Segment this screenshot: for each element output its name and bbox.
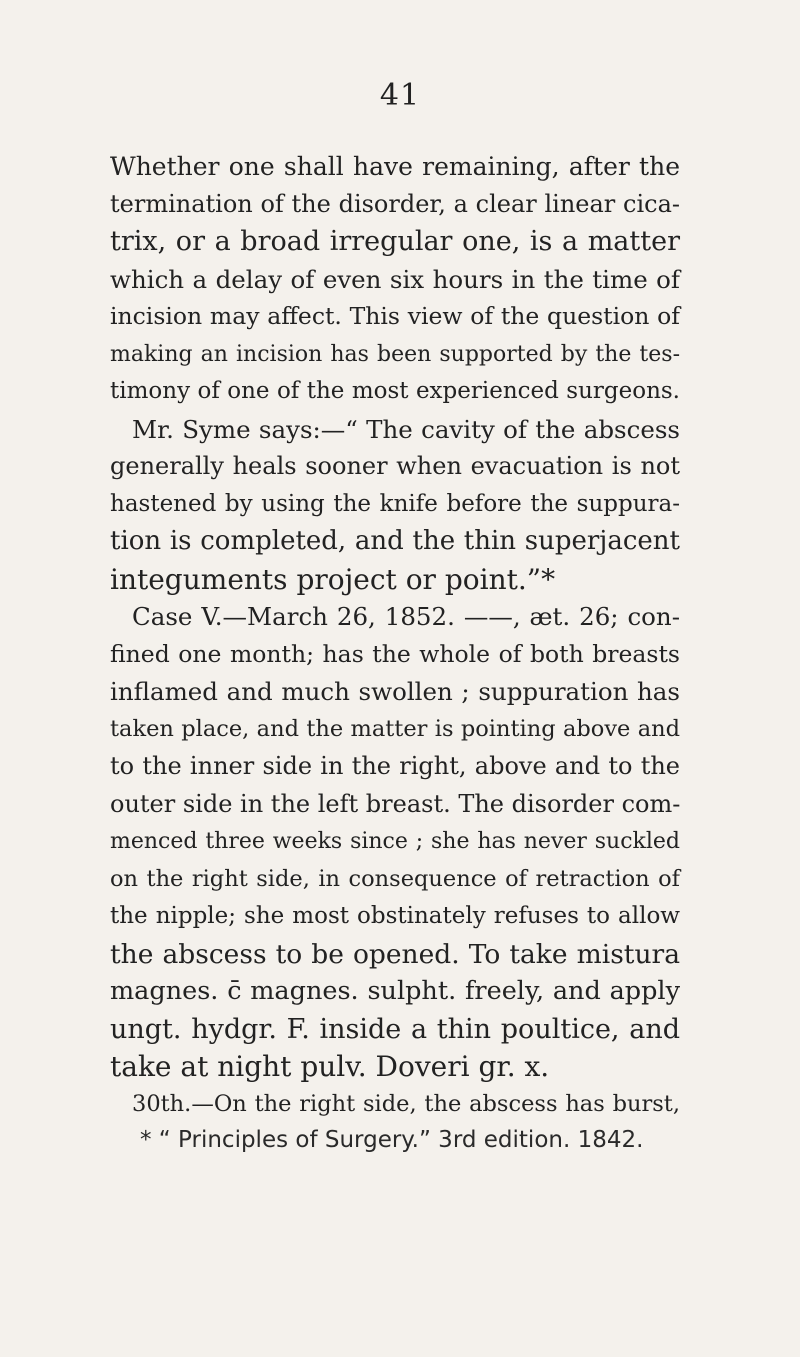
text-line: the nipple; she most obstinately refuses to allow [110, 903, 680, 929]
text-line: fined one month; has the whole of both breasts [110, 639, 680, 668]
body-text [110, 148, 680, 1123]
text-line: inflamed and much swollen ; suppuration has [110, 677, 680, 706]
text-line: termination of the disorder, a clear linear cica- [110, 189, 680, 218]
text-line: take at night pulv. Doveri gr. x. [110, 1050, 550, 1083]
text-line: Mr. Syme says:—“ The cavity of the abscess [132, 414, 680, 444]
text-line: 30th.—On the right side, the abscess has burst, [132, 1090, 680, 1117]
text-line: taken place, and the matter is pointing above and [110, 715, 680, 742]
text-line: timony of one of the most experienced surgeons. [110, 378, 680, 404]
page-number: 41 [379, 78, 421, 113]
text-line: menced three weeks since ; she has never suckled [110, 829, 680, 854]
text-line: which a delay of even six hours in the time of [110, 264, 680, 294]
text-line: hastened by using the knife before the suppura- [110, 490, 680, 517]
footnote: * “ Principles of Surgery.” 3rd edition. 1842. [140, 1127, 644, 1153]
text-line: on the right side, in consequence of retraction of [110, 865, 680, 892]
text-line: the abscess to be opened. To take mistura [110, 938, 680, 970]
text-line: incision may affect. This view of the question of [110, 302, 680, 330]
text-line: tion is completed, and the thin superjacent [110, 526, 680, 556]
text-line: integuments project or point.”* [110, 562, 556, 596]
text-line: to the inner side in the right, above and to the [110, 752, 680, 780]
text-line: ungt. hydgr. F. inside a thin poultice, and [110, 1013, 680, 1045]
text-line: outer side in the left breast. The disorder com- [110, 789, 681, 818]
text-line: Whether one shall have remaining, after the [110, 152, 680, 181]
text-line: Case V.—March 26, 1852. ——, æt. 26; con- [132, 602, 680, 631]
text-line: magnes. c̄ magnes. sulpht. freely, and apply [110, 976, 680, 1006]
text-line: trix, or a broad irregular one, is a matter [110, 226, 680, 257]
text-line: making an incision has been supported by the tes- [110, 341, 680, 367]
text-line: generally heals sooner when evacuation is not [110, 452, 680, 480]
